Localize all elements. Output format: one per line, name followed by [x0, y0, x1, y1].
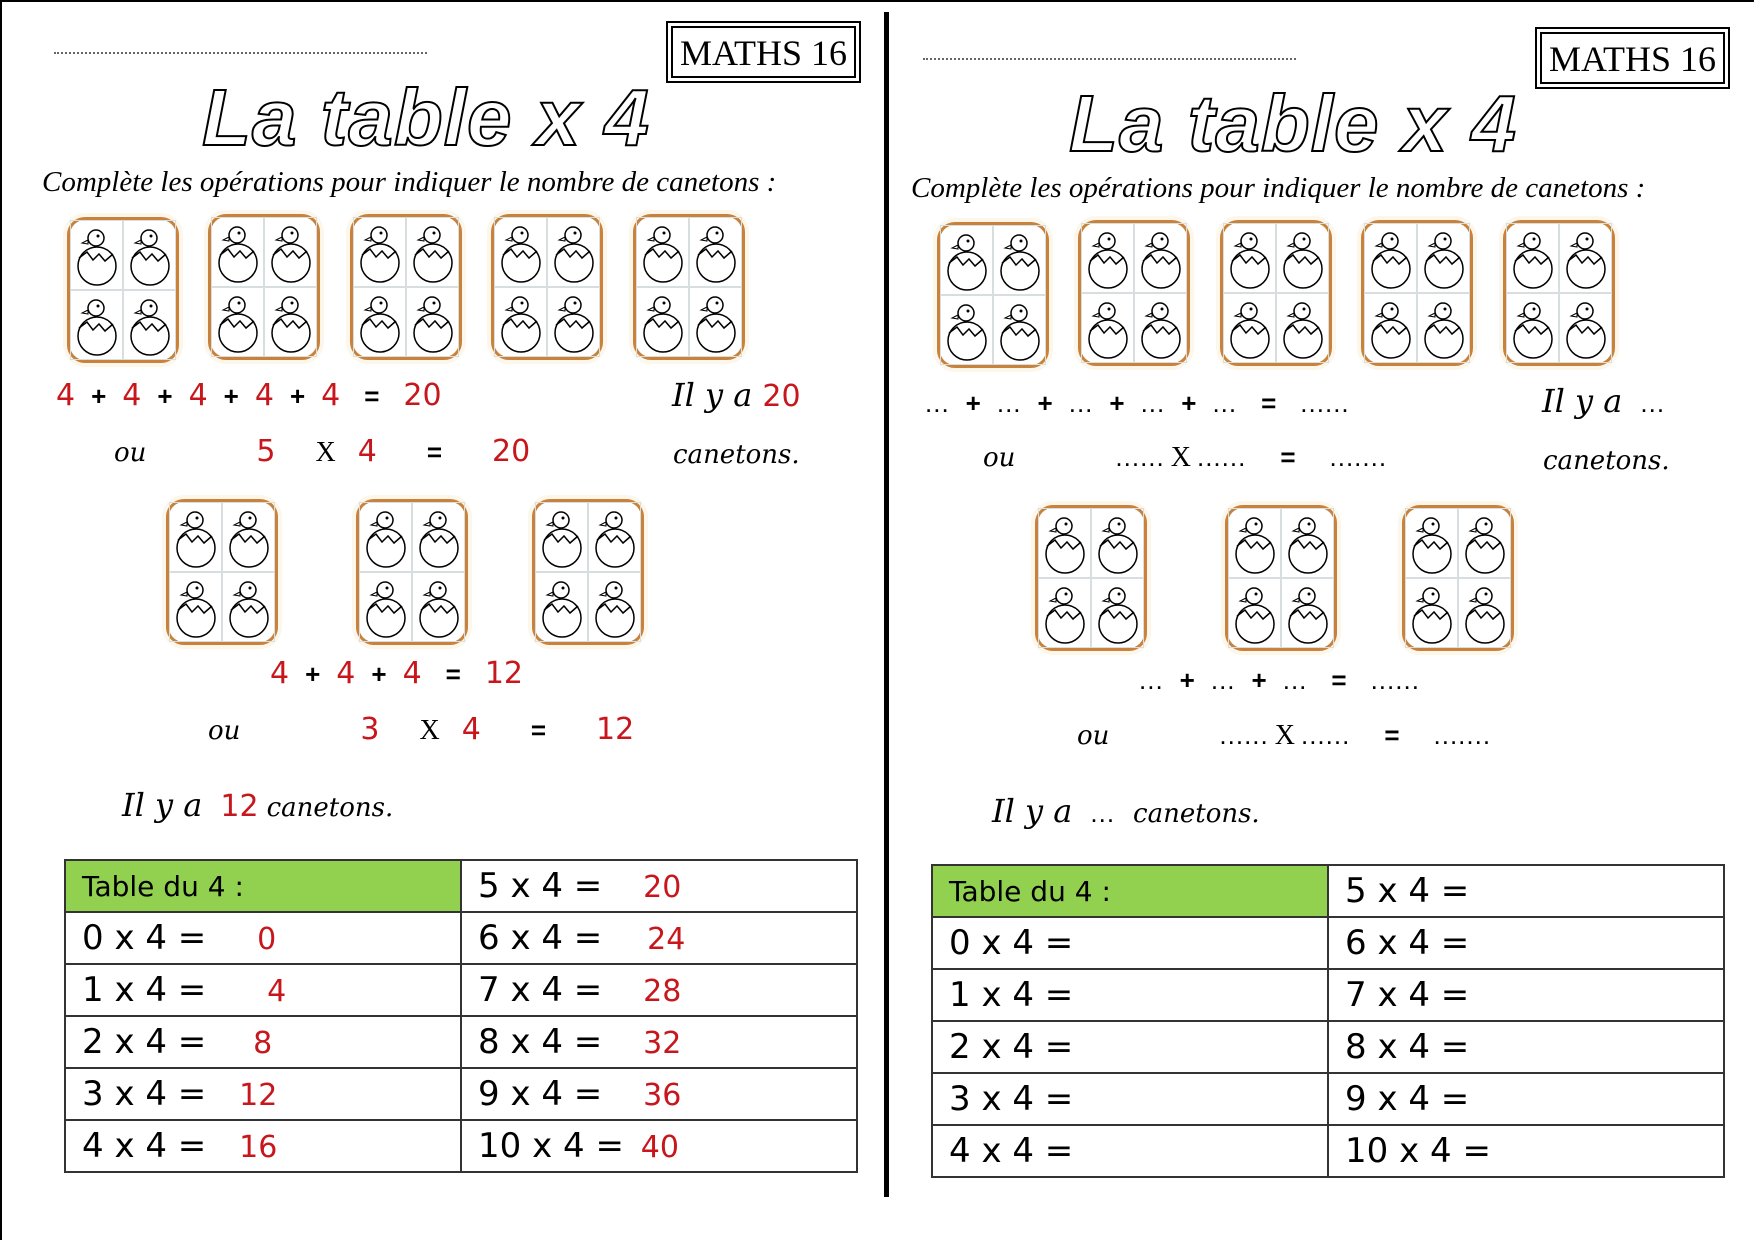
egg-carton: [491, 214, 603, 360]
duckling-icon: [535, 572, 588, 642]
table-cell[interactable]: 5 x 4 =: [1328, 865, 1724, 917]
table-cell: 1 x 4 = 4: [65, 964, 461, 1016]
il-y-a-statement: [992, 792, 1260, 830]
table-row: [65, 1068, 857, 1120]
duckling-icon: [1081, 223, 1134, 293]
canetons-text: canetons.: [1543, 446, 1670, 476]
blank-field[interactable]: ......: [1300, 720, 1351, 750]
times-sign: X: [1274, 720, 1295, 751]
addition-equation: [56, 378, 442, 413]
table-row: [65, 1120, 857, 1172]
il-y-a-label: Il y a: [1542, 382, 1623, 420]
duckling-icon: [1405, 508, 1458, 578]
plus-sign: +: [1109, 388, 1125, 418]
duckling-icon: [1417, 293, 1470, 363]
equals-sign: =: [426, 437, 443, 467]
duckling-icon: [406, 287, 459, 357]
worksheet-blank: [867, 0, 1744, 1240]
blank-field[interactable]: ...: [1068, 388, 1094, 418]
egg-carton: [633, 214, 745, 360]
duckling-icon: [993, 225, 1046, 295]
canetons-text: canetons.: [1133, 799, 1260, 829]
duckling-icon: [1223, 293, 1276, 363]
egg-carton: [350, 214, 462, 360]
worksheet-title: La table x 4: [202, 73, 650, 162]
duckling-icon: [1228, 508, 1281, 578]
plus-sign: +: [1181, 388, 1197, 418]
answer-addend[interactable]: 4: [321, 378, 341, 413]
table-row: [932, 1021, 1724, 1073]
answer-addend[interactable]: 4: [188, 378, 208, 413]
answer-factor-b[interactable]: 4: [461, 712, 481, 747]
duckling-icon: [689, 287, 742, 357]
addition-equation: [270, 656, 523, 691]
blank-field[interactable]: ...: [1139, 665, 1164, 695]
blank-field[interactable]: ...: [1640, 388, 1666, 418]
egg-carton: [532, 499, 644, 645]
il-y-a-statement: [672, 376, 801, 414]
table-cell: 9 x 4 = 36: [461, 1068, 857, 1120]
maths-badge-label: MATHS 16: [1540, 32, 1725, 84]
blank-field[interactable]: ...: [996, 388, 1022, 418]
blank-field[interactable]: ......: [1300, 388, 1350, 418]
table-cell: 0 x 4 = 0: [65, 912, 461, 964]
table-cell[interactable]: 6 x 4 =: [1328, 917, 1724, 969]
plus-sign: +: [157, 381, 173, 411]
blank-field[interactable]: ...: [1090, 798, 1116, 828]
table-row: [65, 964, 857, 1016]
duckling-icon: [1559, 223, 1612, 293]
blank-field[interactable]: ......: [1115, 442, 1165, 472]
ou-label: ou: [1077, 721, 1110, 751]
duckling-icon: [588, 572, 641, 642]
table-row: [932, 865, 1724, 917]
duckling-icon: [940, 295, 993, 365]
answer-product[interactable]: 12: [596, 712, 635, 747]
duckling-icon: [1405, 578, 1458, 648]
plus-sign: +: [371, 659, 387, 689]
duckling-icon: [547, 287, 600, 357]
table-cell: 7 x 4 = 28: [461, 964, 857, 1016]
table-cell[interactable]: 4 x 4 =: [932, 1125, 1328, 1177]
answer-cell[interactable]: 40: [640, 1130, 679, 1165]
table-cell[interactable]: 9 x 4 =: [1328, 1073, 1724, 1125]
plus-sign: +: [1251, 665, 1267, 695]
table-cell: 10 x 4 = 40: [461, 1120, 857, 1172]
table-cell: 3 x 4 = 12: [65, 1068, 461, 1120]
table-row: [932, 1125, 1724, 1177]
egg-carton: [937, 222, 1049, 368]
plus-sign: +: [223, 381, 239, 411]
ou-label: ou: [983, 443, 1016, 473]
table-cell: 2 x 4 = 8: [65, 1016, 461, 1068]
answer-addend[interactable]: 4: [270, 656, 290, 691]
equals-sign: =: [1331, 665, 1347, 695]
table-cell[interactable]: 1 x 4 =: [932, 969, 1328, 1021]
equals-sign: =: [1384, 720, 1400, 750]
egg-carton: [1078, 220, 1190, 366]
duckling-icon: [1038, 508, 1091, 578]
equals-sign: =: [530, 715, 547, 745]
table-row: [65, 860, 857, 912]
egg-carton: [1225, 505, 1337, 651]
table-cell: 6 x 4 = 24: [461, 912, 857, 964]
il-y-a-label: Il y a: [122, 786, 203, 824]
blank-field[interactable]: ...: [1210, 665, 1236, 695]
duckling-icon: [406, 217, 459, 287]
answer-cell[interactable]: 28: [643, 974, 682, 1009]
duckling-icon: [70, 220, 123, 290]
instruction-text: Complète les opérations pour indiquer le nombre de canetons :: [911, 172, 1646, 204]
table-row: [65, 912, 857, 964]
answer-factor-a[interactable]: 3: [360, 712, 380, 747]
plus-sign: +: [91, 381, 107, 411]
duckling-icon: [169, 502, 222, 572]
egg-carton: [1220, 220, 1332, 366]
duckling-icon: [1276, 293, 1329, 363]
duckling-icon: [535, 502, 588, 572]
table-header: Table du 4 :: [65, 860, 461, 912]
blank-field[interactable]: ...: [1212, 388, 1238, 418]
blank-field[interactable]: ......: [1370, 665, 1420, 695]
egg-carton: [208, 214, 320, 360]
equals-sign: =: [364, 381, 380, 411]
blank-field[interactable]: .......: [1329, 442, 1388, 472]
canetons-text: canetons.: [673, 440, 800, 470]
duckling-icon: [211, 217, 264, 287]
blank-field[interactable]: ...: [1282, 665, 1308, 695]
duckling-icon: [264, 217, 317, 287]
table-cell: 5 x 4 = 20: [461, 860, 857, 912]
duckling-icon: [1134, 223, 1187, 293]
times-sign: X: [1170, 442, 1191, 473]
answer-sum[interactable]: 12: [484, 656, 524, 691]
answer-cell[interactable]: 0: [257, 922, 277, 957]
table-cell[interactable]: 7 x 4 =: [1328, 969, 1724, 1021]
ou-label: ou: [208, 716, 241, 746]
times-sign: X: [419, 715, 440, 746]
duckling-icon: [940, 225, 993, 295]
duckling-icon: [1091, 508, 1144, 578]
instruction-text: Complète les opérations pour indiquer le nombre de canetons :: [42, 166, 777, 198]
egg-carton: [166, 499, 278, 645]
table-cell: 8 x 4 = 32: [461, 1016, 857, 1068]
times-table: [931, 864, 1725, 1178]
duckling-icon: [1281, 578, 1334, 648]
egg-carton: [1503, 220, 1615, 366]
duckling-icon: [993, 295, 1046, 365]
duckling-icon: [588, 502, 641, 572]
il-y-a-statement: [122, 786, 393, 824]
table-cell[interactable]: 2 x 4 =: [932, 1021, 1328, 1073]
answer-cell[interactable]: 8: [253, 1026, 273, 1061]
duckling-icon: [1281, 508, 1334, 578]
egg-carton: [1361, 220, 1473, 366]
egg-carton: [67, 217, 179, 363]
answer-cell[interactable]: 32: [643, 1026, 682, 1061]
duckling-icon: [359, 502, 412, 572]
duckling-icon: [1038, 578, 1091, 648]
answer-sum[interactable]: 20: [403, 378, 442, 413]
canetons-label: [673, 440, 800, 470]
table-row: [65, 1016, 857, 1068]
table-cell[interactable]: 0 x 4 =: [932, 917, 1328, 969]
answer-addend[interactable]: 4: [122, 378, 142, 413]
blank-field[interactable]: ......: [1219, 720, 1269, 750]
answer-cell[interactable]: 4: [267, 974, 287, 1009]
egg-carton: [1402, 505, 1514, 651]
duckling-icon: [123, 220, 176, 290]
plus-sign: +: [305, 659, 321, 689]
multiplication-equation: [1077, 720, 1491, 752]
duckling-icon: [494, 287, 547, 357]
plus-sign: +: [289, 381, 306, 411]
plus-sign: +: [965, 388, 981, 418]
maths-badge-label: MATHS 16: [671, 26, 856, 78]
worksheet-title: La table x 4: [1069, 79, 1517, 168]
egg-carton: [356, 499, 468, 645]
answer-addend[interactable]: 4: [402, 656, 422, 691]
addition-equation: [925, 388, 1350, 419]
duckling-icon: [1364, 293, 1417, 363]
name-line[interactable]: [54, 52, 427, 54]
duckling-icon: [1228, 578, 1281, 648]
il-y-a-label: Il y a: [992, 792, 1073, 830]
table-header: Table du 4 :: [932, 865, 1328, 917]
blank-field[interactable]: ...: [925, 388, 950, 418]
duckling-icon: [123, 290, 176, 360]
canetons-text: canetons.: [266, 793, 394, 823]
answer-cell[interactable]: 36: [643, 1078, 682, 1113]
duckling-icon: [636, 287, 689, 357]
duckling-icon: [547, 217, 600, 287]
blank-field[interactable]: ...: [1140, 388, 1166, 418]
equals-sign: =: [1280, 442, 1296, 472]
duckling-icon: [636, 217, 689, 287]
duckling-icon: [211, 287, 264, 357]
duckling-icon: [359, 572, 412, 642]
canetons-label: [1543, 446, 1670, 476]
duckling-icon: [222, 572, 275, 642]
duckling-icon: [70, 290, 123, 360]
duckling-icon: [353, 217, 406, 287]
times-sign: X: [315, 437, 336, 468]
answer-count[interactable]: 12: [220, 789, 259, 824]
duckling-icon: [222, 502, 275, 572]
duckling-icon: [169, 572, 222, 642]
answer-product[interactable]: 20: [492, 434, 531, 469]
answer-factor-a[interactable]: 5: [256, 434, 276, 469]
table-cell[interactable]: 10 x 4 =: [1328, 1125, 1724, 1177]
answer-addend[interactable]: 4: [336, 656, 356, 691]
duckling-icon: [412, 502, 465, 572]
duckling-icon: [412, 572, 465, 642]
answer-count[interactable]: 20: [762, 379, 801, 414]
duckling-icon: [1417, 223, 1470, 293]
answer-cell[interactable]: 20: [643, 870, 682, 905]
table-row: [932, 969, 1724, 1021]
multiplication-equation: [983, 442, 1387, 474]
duckling-icon: [1081, 293, 1134, 363]
table-row: [932, 917, 1724, 969]
duckling-icon: [1458, 578, 1511, 648]
equals-sign: =: [1261, 388, 1277, 418]
table-cell[interactable]: 8 x 4 =: [1328, 1021, 1724, 1073]
duckling-icon: [494, 217, 547, 287]
duckling-icon: [1506, 223, 1559, 293]
multiplication-equation: [114, 434, 530, 469]
answer-cell[interactable]: 12: [239, 1078, 278, 1113]
table-cell[interactable]: 3 x 4 =: [932, 1073, 1328, 1125]
blank-field[interactable]: ......: [1196, 442, 1247, 472]
egg-carton: [1035, 505, 1147, 651]
duckling-icon: [1364, 223, 1417, 293]
duckling-icon: [264, 287, 317, 357]
times-table: [64, 859, 858, 1173]
answer-addend[interactable]: 4: [254, 378, 274, 413]
duckling-icon: [1091, 578, 1144, 648]
duckling-icon: [353, 287, 406, 357]
ou-label: ou: [114, 438, 147, 468]
duckling-icon: [1276, 223, 1329, 293]
blank-field[interactable]: .......: [1433, 720, 1492, 750]
answer-factor-b[interactable]: 4: [357, 434, 377, 469]
duckling-icon: [689, 217, 742, 287]
addition-equation: [1139, 665, 1420, 696]
name-line[interactable]: [923, 58, 1296, 60]
duckling-icon: [1134, 293, 1187, 363]
answer-cell[interactable]: 24: [647, 922, 686, 957]
multiplication-equation: [208, 712, 634, 747]
duckling-icon: [1458, 508, 1511, 578]
plus-sign: +: [1037, 388, 1053, 418]
il-y-a-label: Il y a: [672, 376, 753, 414]
equals-sign: =: [445, 659, 461, 689]
duckling-icon: [1506, 293, 1559, 363]
il-y-a-statement: [1542, 382, 1665, 420]
answer-addend[interactable]: 4: [56, 378, 76, 413]
duckling-icon: [1559, 293, 1612, 363]
answer-cell[interactable]: 16: [239, 1130, 278, 1165]
plus-sign: +: [1179, 665, 1195, 695]
table-row: [932, 1073, 1724, 1125]
duckling-icon: [1223, 223, 1276, 293]
table-cell: 4 x 4 = 16: [65, 1120, 461, 1172]
